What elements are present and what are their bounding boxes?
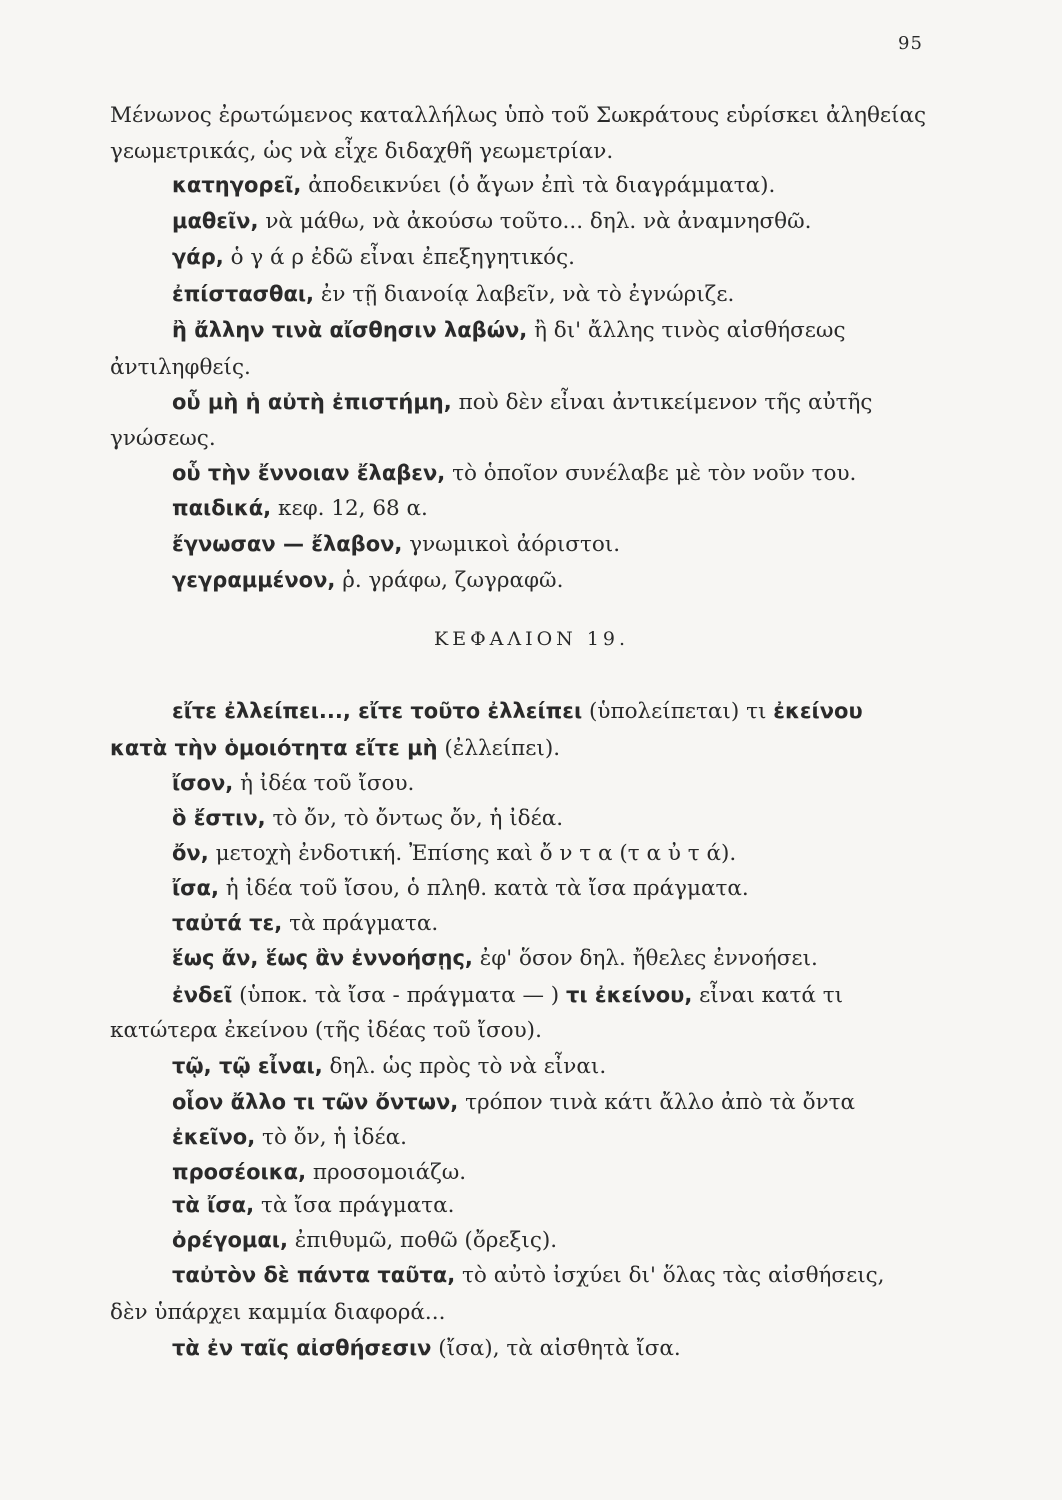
entry-line [172, 494, 428, 523]
gloss: ἡ ἰδέα τοῦ ἴσου. [240, 771, 415, 796]
gloss-2: εἶναι κατά τι [699, 983, 844, 1008]
gloss: δηλ. ὡς πρὸς τὸ νὰ εἶναι. [329, 1054, 607, 1079]
lemma: ἐνδεῖ [172, 983, 233, 1007]
lemma: ταὐτά τε, [172, 911, 283, 935]
gloss: τρόπον τινὰ κάτι ἄλλο ἀπὸ τὰ ὄντα [465, 1090, 856, 1115]
entry-line [172, 171, 775, 200]
gloss: προσομοιάζω. [312, 1160, 467, 1185]
lemma: παιδικά, [172, 496, 272, 520]
gloss: ἡ ἰδέα τοῦ ἴσου, ὁ πληθ. κατὰ τὰ ἴσα πράγματα. [225, 876, 749, 901]
gloss: Μένωνος ἐρωτώμενος καταλλήλως ὑπὸ τοῦ Σωκράτους εὑρίσκει ἀληθείας [110, 103, 927, 128]
entry-line [172, 1334, 681, 1363]
entry-line [172, 388, 872, 417]
entry-line [172, 804, 563, 833]
lemma: ἐκεῖνο, [172, 1125, 256, 1149]
lemma: γεγραμμένον, [172, 568, 336, 592]
entry-line [172, 207, 811, 236]
lemma: ὀρέγομαι, [172, 1228, 288, 1252]
gloss: μετοχὴ ἐνδοτική. Ἐπίσης καὶ ὄ ν τ α (τ α ὐ τ ά). [215, 841, 737, 866]
gloss: τὰ πράγματα. [289, 911, 439, 936]
entry-line [172, 1123, 407, 1152]
lemma: ταὐτὸν δὲ πάντα ταῦτα, [172, 1263, 456, 1287]
lemma: ἴσον, [172, 771, 234, 795]
lemma-2: τι ἐκείνου, [566, 983, 693, 1007]
gloss: ῥ. γράφω, ζωγραφῶ. [342, 568, 564, 593]
entry-line [172, 1088, 855, 1117]
lemma: τὰ ἐν ταῖς αἰσθήσεσιν [172, 1336, 432, 1360]
gloss: ἐπιθυμῶ, ποθῶ (ὄρεξις). [294, 1228, 558, 1253]
gloss: ἀντιληφθείς. [110, 355, 251, 380]
lemma-2: ἐκείνου [773, 699, 863, 723]
entry-line [110, 734, 560, 763]
gloss: τὸ αὐτὸ ἰσχύει δι' ὅλας τὰς αἰσθήσεις, [462, 1263, 885, 1288]
gloss: ἐφ' ὅσον δηλ. ἤθελες ἐννοήσει. [479, 946, 818, 971]
gloss: γνώσεως. [110, 426, 216, 451]
chapter-heading: ΚΕΦΑΛΙΟΝ 19. [434, 628, 630, 650]
lemma: ὄν, [172, 841, 209, 865]
entry-line [172, 874, 749, 903]
lemma: οὗ τὴν ἔννοιαν ἔλαβεν, [172, 461, 446, 485]
entry-line [172, 459, 856, 488]
lemma: ἔγνωσαν — ἔλαβον, [172, 532, 403, 556]
entry-line [172, 839, 736, 868]
gloss: ἀποδεικνύει (ὁ ἄγων ἐπὶ τὰ διαγράμματα). [308, 173, 776, 198]
entry-line [172, 1191, 455, 1220]
gloss: (ὑποκ. τὰ ἴσα - πράγματα — ) [239, 983, 560, 1008]
entry-line [172, 243, 575, 272]
entry-line [172, 566, 563, 595]
text-line [110, 137, 613, 166]
entry-line [172, 1226, 557, 1255]
gloss: τὰ ἴσα πράγματα. [260, 1193, 455, 1218]
gloss: ποὺ δὲν εἶναι ἀντικείμενον τῆς αὐτῆς [458, 390, 873, 415]
gloss: νὰ μάθω, νὰ ἀκούσω τοῦτο... δηλ. νὰ ἀναμνησθῶ. [265, 209, 812, 234]
entry-line [172, 769, 414, 798]
text-line [110, 1298, 445, 1327]
gloss: ἐν τῇ διανοίᾳ λαβεῖν, νὰ τὸ ἐγνώριζε. [320, 282, 735, 307]
lemma: οὗ μὴ ἡ αὐτὴ ἐπιστήμη, [172, 390, 452, 414]
gloss: δὲν ὑπάρχει καμμία διαφορά... [110, 1300, 446, 1325]
gloss: τὸ ὄν, τὸ ὄντως ὄν, ἡ ἰδέα. [272, 806, 564, 831]
lemma: προσέοικα, [172, 1160, 307, 1184]
entry-line [172, 1158, 466, 1187]
entry-line [172, 697, 863, 726]
gloss: τὸ ὁποῖον συνέλαβε μὲ τὸν νοῦν του. [452, 461, 857, 486]
lemma: ἢ ἄλλην τινὰ αἴσθησιν λαβών, [172, 318, 528, 342]
gloss: κατώτερα ἐκείνου (τῆς ἰδέας τοῦ ἴσου). [110, 1018, 542, 1043]
lemma: εἴτε ἐλλείπει..., εἴτε τοῦτο ἐλλείπει [172, 699, 583, 723]
entry-line [172, 530, 620, 559]
gloss: (ἐλλείπει). [444, 736, 561, 761]
entry-line [172, 1052, 606, 1081]
gloss: (ὑπολείπεται) τι [589, 699, 767, 724]
entry-line [172, 316, 846, 345]
lemma: ἐπίστασθαι, [172, 282, 315, 306]
text-line [110, 424, 216, 453]
entry-line [172, 1261, 885, 1290]
lemma: ἕως ἄν, ἕως ἂν ἐννοήσῃς, [172, 946, 473, 970]
entry-line [172, 944, 818, 973]
gloss: γεωμετρικάς, ὡς νὰ εἶχε διδαχθῆ γεωμετρίαν. [110, 139, 614, 164]
lemma: ἴσα, [172, 876, 219, 900]
gloss: ὁ γ ά ρ ἐδῶ εἶναι ἐπεξηγητικός. [230, 245, 575, 270]
lemma: κατὰ τὴν ὁμοιότητα εἴτε μὴ [110, 736, 438, 760]
text-line [110, 101, 926, 130]
entry-line [172, 909, 438, 938]
lemma: οἷον ἄλλο τι τῶν ὄντων, [172, 1090, 459, 1114]
entry-line [172, 280, 734, 309]
gloss: τὸ ὄν, ἡ ἰδέα. [262, 1125, 407, 1150]
lemma: γάρ, [172, 245, 224, 269]
gloss: ἢ δι' ἄλλης τινὸς αἰσθήσεως [534, 318, 846, 343]
lemma: τὰ ἴσα, [172, 1193, 255, 1217]
gloss: (ἴσα), τὰ αἰσθητὰ ἴσα. [438, 1336, 681, 1361]
lemma: μαθεῖν, [172, 209, 259, 233]
lemma: κατηγορεῖ, [172, 173, 302, 197]
page-number: 95 [898, 33, 923, 54]
entry-line [172, 981, 843, 1010]
lemma: τῷ, τῷ εἶναι, [172, 1054, 323, 1078]
gloss: γνωμικοὶ ἀόριστοι. [409, 532, 621, 557]
text-line [110, 353, 251, 382]
text-line [110, 1016, 542, 1045]
gloss: κεφ. 12, 68 α. [278, 496, 428, 521]
lemma: ὃ ἔστιν, [172, 806, 266, 830]
